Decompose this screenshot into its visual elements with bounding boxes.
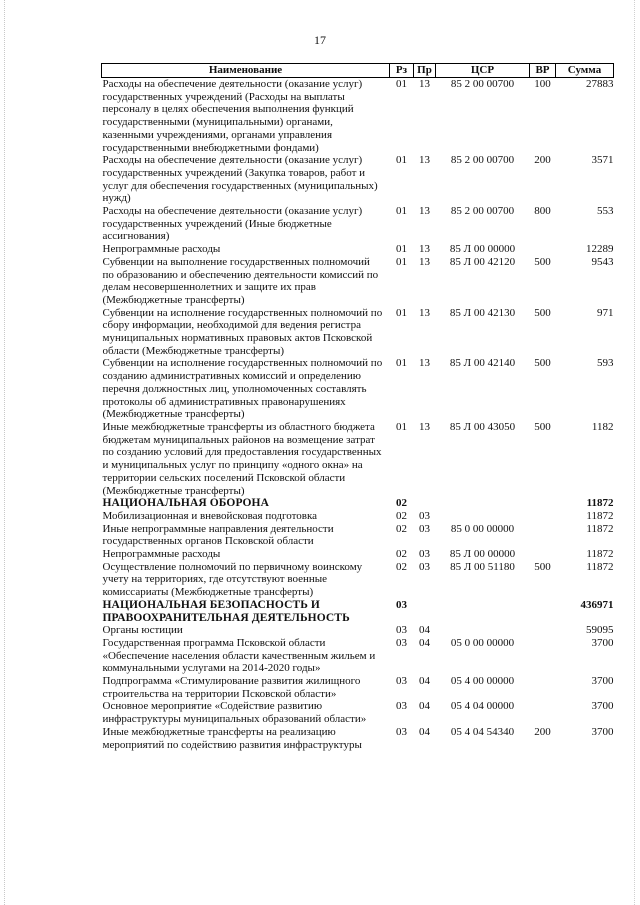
table-row	[102, 307, 614, 358]
cell-name: Иные межбюджетные трансферты на реализацию мероприятий по содействию развития инфраструктуры	[102, 725, 362, 751]
cell-rz: 02	[396, 560, 407, 573]
table-row	[102, 154, 614, 205]
cell-vr	[530, 675, 556, 700]
table-row	[102, 548, 614, 561]
table-row	[102, 726, 614, 751]
cell-csr: 85 2 00 00700	[450, 205, 515, 218]
table-row	[102, 421, 614, 497]
cell-name: Мобилизационная и вневойсковая подготовка	[102, 509, 318, 522]
cell-vr: 200	[534, 725, 551, 738]
cell-vr	[530, 548, 556, 561]
cell-rz: 01	[396, 306, 407, 319]
table-row	[102, 256, 614, 307]
cell-name: Органы юстиции	[102, 624, 183, 637]
cell-pr: 04	[419, 725, 430, 738]
cell-sum: 3700	[591, 675, 614, 688]
cell-sum: 11872	[586, 497, 614, 510]
cell-pr: 04	[419, 624, 430, 637]
cell-csr: 85 2 00 00700	[450, 78, 515, 90]
cell-rz: 03	[396, 675, 407, 688]
cell-name: Иные непрограммные направления деятельности государственных органов Псковской области	[102, 522, 334, 548]
cell-pr: 03	[419, 560, 430, 573]
cell-csr	[436, 497, 530, 510]
cell-csr: 05 4 04 54340	[450, 725, 515, 738]
header-csr: ЦСР	[436, 64, 530, 78]
cell-name: Субвенции на выполнение государственных полномочий по образованию и обеспечению деятельности комиссий по делам несовершеннолетних и защите их прав (Межбюджетные трансферты)	[102, 255, 379, 306]
table-row	[102, 700, 614, 725]
cell-pr: 13	[419, 306, 430, 319]
cell-rz: 03	[396, 636, 407, 649]
cell-vr	[530, 599, 556, 624]
cell-sum: 553	[597, 205, 614, 218]
budget-table	[101, 63, 614, 751]
table-row	[102, 205, 614, 243]
cell-sum: 3700	[591, 725, 614, 738]
cell-pr	[414, 497, 436, 510]
cell-sum: 59095	[586, 624, 614, 637]
table-row	[102, 510, 614, 523]
cell-pr: 13	[419, 420, 430, 433]
cell-csr: 85 Л 00 43050	[449, 420, 516, 433]
cell-name: Расходы на обеспечение деятельности (оказание услуг) государственных учреждений (Расходы на выплаты персоналу в целях обеспечения выполнения функций государственными (муниципальными) органами, казенными учреждениями, органами управления государственными внебюджетными фондами)	[102, 78, 363, 154]
cell-vr: 800	[534, 205, 551, 218]
cell-sum: 11872	[586, 560, 614, 573]
table-row	[102, 357, 614, 421]
cell-pr: 13	[419, 243, 430, 256]
cell-vr: 200	[534, 154, 551, 167]
cell-csr: 05 4 04 00000	[450, 700, 515, 713]
cell-name: Подпрограмма «Стимулирование развития жилищного строительства на территории Псковской области»	[102, 675, 361, 700]
cell-sum: 12289	[586, 243, 614, 256]
cell-csr: 85 0 00 00000	[450, 522, 515, 535]
header-vr: ВР	[530, 64, 556, 78]
cell-name: Осуществление полномочий по первичному воинскому учету на территориях, где отсутствуют военные комиссариаты (Межбюджетные трансферты)	[102, 560, 363, 599]
cell-csr	[436, 599, 530, 624]
cell-vr: 500	[534, 560, 551, 573]
cell-name: Расходы на обеспечение деятельности (оказание услуг) государственных учреждений (Иные бюджетные ассигнования)	[102, 205, 363, 243]
cell-csr: 85 Л 00 00000	[449, 548, 516, 561]
cell-name: Расходы на обеспечение деятельности (оказание услуг) государственных учреждений (Закупка товаров, работ и услуг для обеспечения государственных (муниципальных) нужд)	[102, 154, 378, 205]
table-row	[102, 78, 614, 155]
cell-sum: 27883	[586, 78, 614, 90]
cell-rz: 01	[396, 154, 407, 167]
cell-rz: 01	[396, 357, 407, 370]
cell-csr: 85 Л 00 00000	[449, 243, 516, 256]
cell-csr: 85 Л 00 42120	[449, 255, 516, 268]
cell-sum: 436971	[580, 598, 614, 611]
cell-pr: 04	[419, 675, 430, 688]
table-body	[102, 78, 614, 752]
cell-pr: 04	[419, 700, 430, 713]
cell-csr: 85 Л 00 51180	[450, 560, 515, 573]
cell-name: Основное мероприятие «Содействие развитию инфраструктуры муниципальных образований области»	[102, 700, 367, 726]
cell-pr: 03	[419, 509, 430, 522]
cell-csr: 05 0 00 00000	[450, 636, 515, 649]
cell-vr: 500	[534, 255, 551, 268]
cell-sum: 3700	[591, 700, 614, 713]
cell-vr	[530, 510, 556, 523]
cell-sum: 1182	[591, 420, 614, 433]
cell-sum: 971	[597, 306, 614, 319]
cell-rz: 03	[396, 725, 407, 738]
cell-rz: 02	[396, 497, 407, 510]
cell-csr	[436, 624, 530, 637]
cell-vr: 500	[534, 357, 551, 370]
cell-sum: 11872	[586, 548, 614, 561]
cell-rz: 03	[396, 598, 407, 611]
cell-pr: 13	[419, 255, 430, 268]
page-number: 17	[314, 33, 326, 47]
cell-pr: 13	[419, 357, 430, 370]
cell-vr	[530, 523, 556, 548]
cell-name: НАЦИОНАЛЬНАЯ ОБОРОНА	[102, 497, 270, 510]
table-row	[102, 561, 614, 599]
table-row	[102, 637, 614, 675]
cell-vr	[530, 637, 556, 675]
cell-rz: 02	[396, 522, 407, 535]
header-rz: Рз	[390, 64, 414, 78]
cell-pr: 03	[419, 548, 430, 561]
table-header	[102, 64, 614, 78]
cell-sum: 3700	[591, 636, 614, 649]
section-row	[102, 599, 614, 624]
cell-name: Государственная программа Псковской области «Обеспечение населения области качественным жильем и коммунальными услугами на 2014-2020 годы»	[102, 636, 376, 675]
cell-csr: 85 Л 00 42140	[449, 357, 516, 370]
cell-pr: 03	[419, 522, 430, 535]
cell-vr: 500	[534, 420, 551, 433]
cell-rz: 02	[396, 548, 407, 561]
cell-vr	[530, 624, 556, 637]
cell-vr	[530, 243, 556, 256]
cell-rz: 01	[396, 78, 407, 90]
cell-sum: 593	[597, 357, 614, 370]
cell-rz: 01	[396, 243, 407, 256]
cell-rz: 02	[396, 509, 407, 522]
cell-rz: 01	[396, 420, 407, 433]
cell-sum: 3571	[591, 154, 614, 167]
cell-csr	[436, 510, 530, 523]
table-row	[102, 523, 614, 548]
cell-name: Иные межбюджетные трансферты из областного бюджета бюджетам муниципальных районов на возмещение затрат по созданию условий для предоставления государственных и муниципальных услуг по принципу «одного окна» на территории сельских поселений Псковской области (Межбюджетные трансферты)	[102, 420, 382, 497]
cell-rz: 01	[396, 205, 407, 218]
cell-csr: 05 4 00 00000	[450, 675, 515, 688]
scan-edge-left	[4, 0, 6, 905]
cell-vr	[530, 497, 556, 510]
cell-csr: 85 2 00 00700	[450, 154, 515, 167]
cell-name: Непрограммные расходы	[102, 243, 221, 256]
cell-vr	[530, 700, 556, 725]
header-sum: Сумма	[556, 64, 614, 78]
cell-rz: 03	[396, 624, 407, 637]
section-row	[102, 497, 614, 510]
scan-edge-right	[634, 0, 636, 905]
header-pr: Пр	[414, 64, 436, 78]
cell-csr: 85 Л 00 42130	[449, 306, 516, 319]
cell-vr: 500	[534, 306, 551, 319]
cell-sum: 9543	[591, 255, 614, 268]
cell-sum: 11872	[586, 509, 614, 522]
cell-name: Субвенции на исполнение государственных полномочий по сбору информации, необходимой для ведения регистра муниципальных нормативных правовых актов Псковской области (Межбюджетные трансферты)	[102, 306, 383, 357]
cell-pr: 04	[419, 636, 430, 649]
table-row	[102, 624, 614, 637]
cell-vr: 100	[534, 78, 551, 90]
cell-name: Субвенции на исполнение государственных полномочий по созданию административных комиссий и определению перечня должностных лиц, уполномоченных составлять протоколы об административных правонарушениях (Межбюджетные трансферты)	[102, 357, 383, 421]
table-row	[102, 675, 614, 700]
cell-rz: 03	[396, 700, 407, 713]
cell-sum: 11872	[586, 522, 614, 535]
cell-rz: 01	[396, 255, 407, 268]
cell-name: Непрограммные расходы	[102, 548, 221, 561]
header-name: Наименование	[102, 64, 390, 78]
cell-pr: 13	[419, 154, 430, 167]
cell-name: НАЦИОНАЛЬНАЯ БЕЗОПАСНОСТЬ И ПРАВООХРАНИТЕЛЬНАЯ ДЕЯТЕЛЬНОСТЬ	[102, 598, 350, 624]
table-row	[102, 243, 614, 256]
cell-pr: 13	[419, 78, 430, 90]
cell-pr: 13	[419, 205, 430, 218]
cell-pr	[414, 599, 436, 624]
